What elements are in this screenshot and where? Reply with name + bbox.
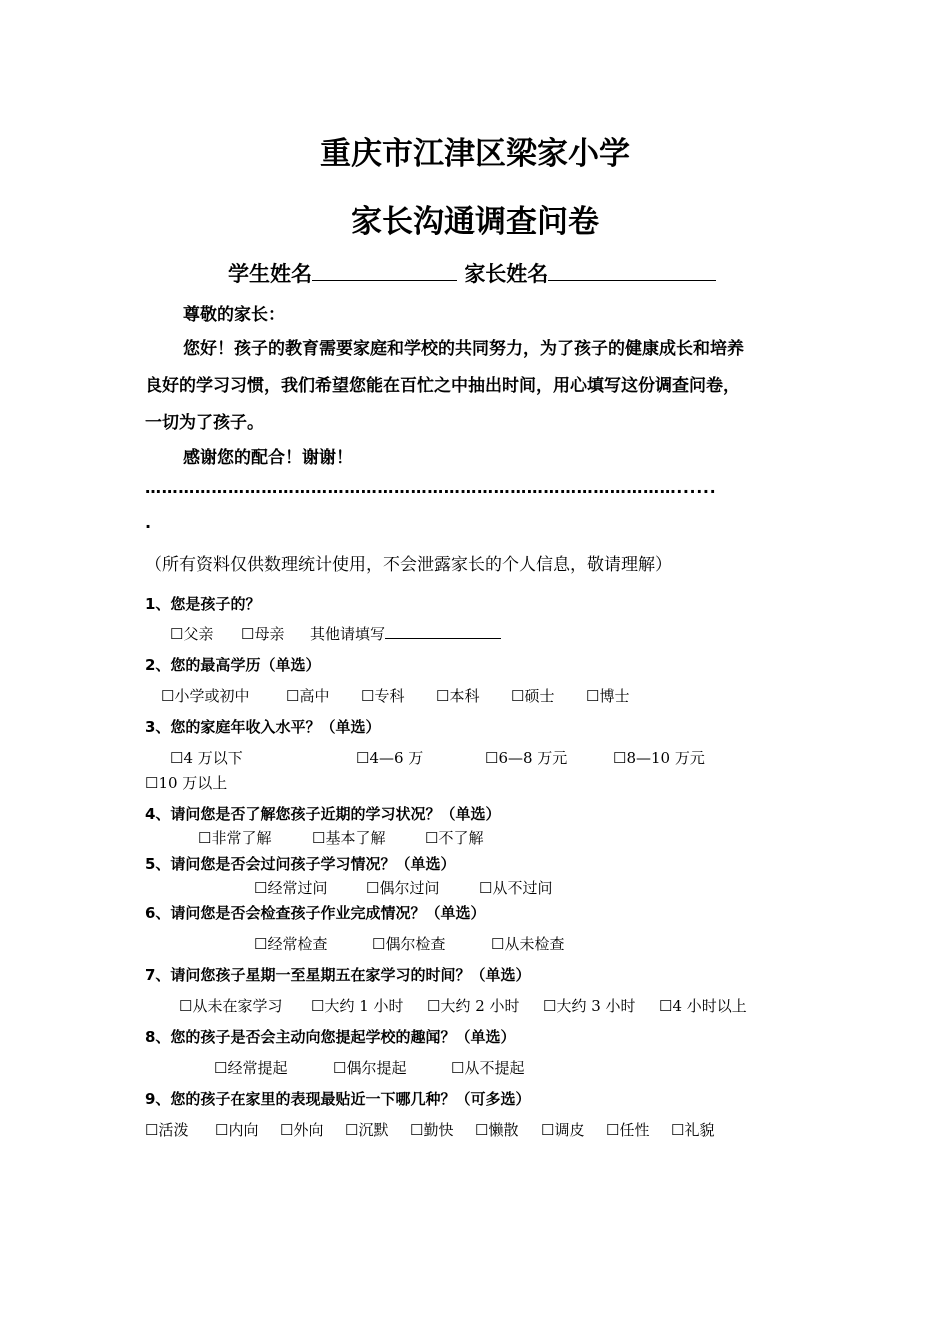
option-checkbox[interactable]: ☐内向 — [215, 1121, 259, 1139]
option-checkbox[interactable]: ☐从未检查 — [491, 935, 565, 953]
question-7: 7、请问您孩子星期一至星期五在家学习的时间？（单选） — [145, 966, 531, 984]
greeting: 尊敬的家长： — [183, 305, 285, 325]
option-checkbox[interactable]: ☐10 万以上 — [145, 774, 228, 792]
option-checkbox[interactable]: ☐大约 1 小时 — [311, 997, 404, 1015]
question-3: 3、您的家庭年收入水平？（单选） — [145, 718, 381, 736]
option-checkbox[interactable]: ☐高中 — [286, 687, 330, 705]
option-checkbox[interactable]: ☐偶尔检查 — [372, 935, 446, 953]
option-checkbox[interactable]: ☐沉默 — [345, 1121, 389, 1139]
question-2: 2、您的最高学历（单选） — [145, 656, 321, 674]
option-checkbox[interactable]: ☐偶尔过问 — [366, 879, 440, 897]
option-checkbox[interactable]: ☐经常提起 — [214, 1059, 288, 1077]
option-checkbox[interactable]: ☐本科 — [436, 687, 480, 705]
option-other — [310, 623, 501, 644]
option-checkbox[interactable]: ☐4 小时以上 — [659, 997, 747, 1015]
option-checkbox[interactable]: ☐硕士 — [511, 687, 555, 705]
parent-name-label: 家长姓名 — [464, 262, 549, 286]
option-checkbox[interactable]: ☐8—10 万元 — [613, 749, 705, 767]
intro-line: 您好！孩子的教育需要家庭和学校的共同努力，为了孩子的健康成长和培养 — [183, 339, 744, 359]
option-checkbox[interactable]: ☐任性 — [606, 1121, 650, 1139]
option-checkbox[interactable]: ☐4 万以下 — [170, 749, 243, 767]
survey-title: 家长沟通调查问卷 — [351, 204, 599, 240]
option-checkbox[interactable]: ☐活泼 — [145, 1121, 189, 1139]
option-checkbox[interactable]: ☐勤快 — [410, 1121, 454, 1139]
option-checkbox[interactable]: ☐礼貌 — [671, 1121, 715, 1139]
option-checkbox[interactable]: ☐小学或初中 — [161, 687, 250, 705]
question-6: 6、请问您是否会检查孩子作业完成情况？（单选） — [145, 904, 486, 922]
option-checkbox[interactable]: ☐4—6 万 — [356, 749, 424, 767]
question-9: 9、您的孩子在家里的表现最贴近一下哪几种？（可多选） — [145, 1090, 531, 1108]
option-checkbox[interactable]: ☐非常了解 — [198, 829, 272, 847]
option-checkbox[interactable]: ☐经常检查 — [254, 935, 328, 953]
question-1: 1、您是孩子的？ — [145, 595, 261, 613]
question-8: 8、您的孩子是否会主动向您提起学校的趣闻？（单选） — [145, 1028, 516, 1046]
parent-name-field[interactable] — [548, 260, 716, 281]
option-other-label: 其他请填写 — [310, 625, 386, 643]
thanks-line: 感谢您的配合！谢谢！ — [183, 448, 353, 468]
option-checkbox[interactable]: ☐调皮 — [541, 1121, 585, 1139]
option-checkbox[interactable]: ☐经常过问 — [254, 879, 328, 897]
privacy-note: （所有资料仅供数理统计使用，不会泄露家长的个人信息，敬请理解） — [145, 555, 672, 575]
dotted-separator: ……………………………………………………………………………………...... — [145, 478, 717, 497]
option-checkbox[interactable]: ☐父亲 — [170, 625, 214, 643]
school-title: 重庆市江津区梁家小学 — [320, 136, 630, 172]
option-checkbox[interactable]: ☐懒散 — [475, 1121, 519, 1139]
question-5: 5、请问您是否会过问孩子学习情况？（单选） — [145, 855, 456, 873]
other-fill-field[interactable] — [385, 624, 501, 639]
option-checkbox[interactable]: ☐专科 — [361, 687, 405, 705]
intro-line: 良好的学习习惯，我们希望您能在百忙之中抽出时间，用心填写这份调查问卷， — [145, 376, 740, 396]
option-checkbox[interactable]: ☐不了解 — [425, 829, 484, 847]
option-checkbox[interactable]: ☐从未在家学习 — [179, 997, 283, 1015]
option-checkbox[interactable]: ☐从不提起 — [451, 1059, 525, 1077]
student-name-field[interactable] — [312, 260, 457, 281]
option-checkbox[interactable]: ☐大约 2 小时 — [427, 997, 520, 1015]
option-checkbox[interactable]: ☐基本了解 — [312, 829, 386, 847]
student-name-label: 学生姓名 — [228, 262, 312, 286]
question-4: 4、请问您是否了解您孩子近期的学习状况？（单选） — [145, 805, 501, 823]
dotted-separator-tail: . — [145, 513, 152, 532]
option-checkbox[interactable]: ☐6—8 万元 — [485, 749, 568, 767]
option-checkbox[interactable]: ☐从不过问 — [479, 879, 553, 897]
option-checkbox[interactable]: ☐母亲 — [241, 625, 285, 643]
intro-line: 一切为了孩子。 — [145, 413, 264, 433]
option-checkbox[interactable]: ☐大约 3 小时 — [543, 997, 636, 1015]
names-line — [228, 258, 716, 288]
option-checkbox[interactable]: ☐偶尔提起 — [333, 1059, 407, 1077]
option-checkbox[interactable]: ☐外向 — [280, 1121, 324, 1139]
option-checkbox[interactable]: ☐博士 — [586, 687, 630, 705]
